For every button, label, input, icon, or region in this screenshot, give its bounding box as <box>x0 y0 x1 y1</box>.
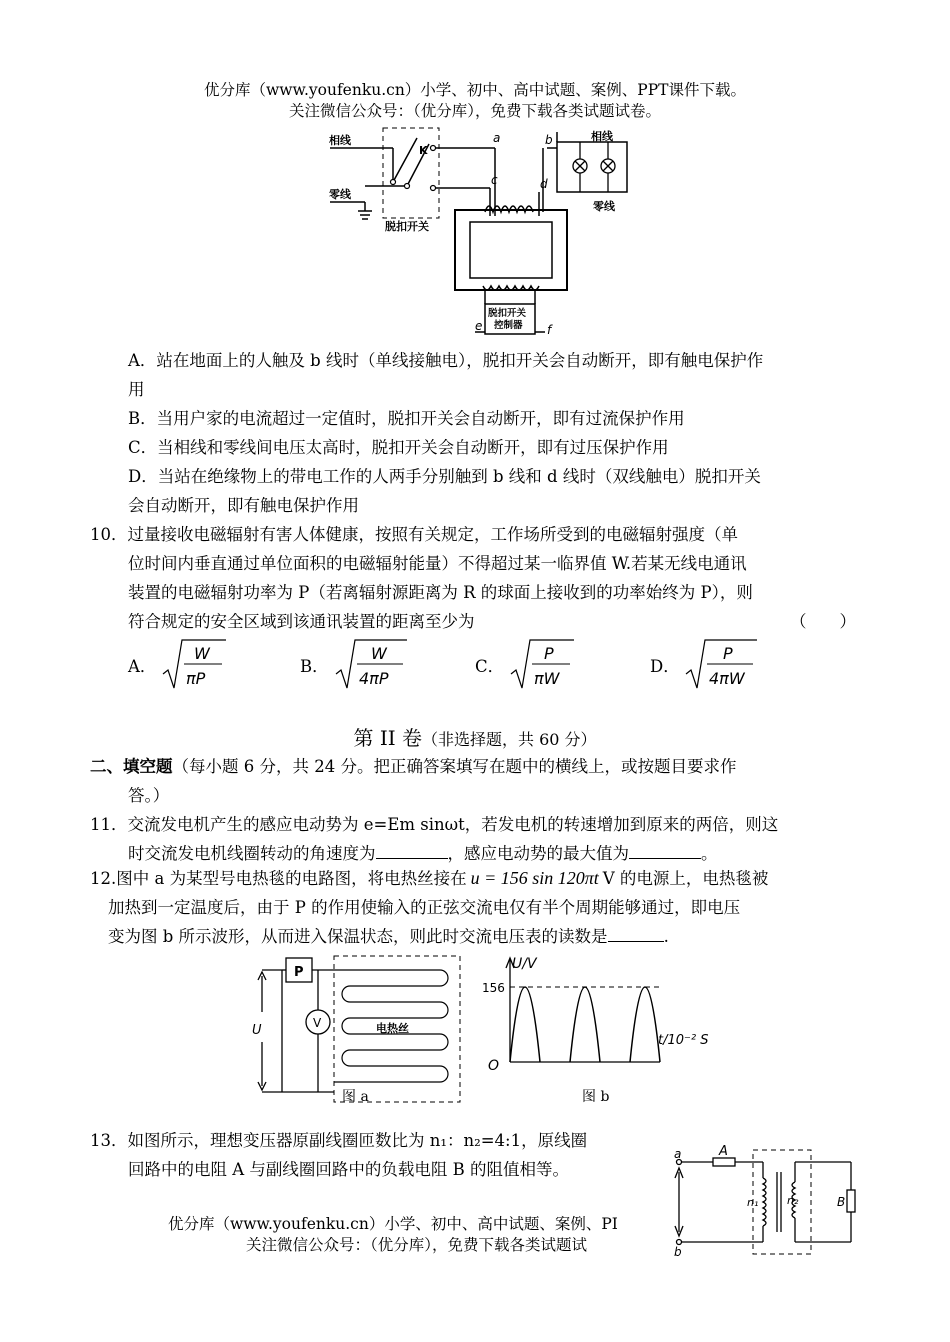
q12-line1-part1: 12.图中 a 为某型号电热毯的电路图，将电热丝接在 <box>90 869 467 888</box>
terminal-e: e <box>475 319 483 333</box>
x-axis-label: t/10⁻² S <box>658 1033 709 1048</box>
terminal-a-label: a <box>674 1147 682 1161</box>
q11-line2-part1: 时交流发电机线圈转动的角速度为 <box>128 844 376 863</box>
q12-formula: u = 156 sin 120πt <box>470 868 599 888</box>
header-line1: 优分库（www.youfenku.cn）小学、初中、高中试题、案例、PPT课件下载。 <box>203 81 747 99</box>
footer-line1: 优分库（www.youfenku.cn）小学、初中、高中试题、案例、PI <box>168 1215 618 1233</box>
header-line2: 关注微信公众号：（优分库），免费下载各类试题试卷。 <box>288 102 661 120</box>
p-component-label: P <box>294 965 304 980</box>
resistor-b-label: B <box>837 1195 846 1209</box>
y-axis-label: U/V <box>512 956 537 972</box>
q12-line3-end: . <box>663 927 669 946</box>
heating-wire-label: 电热丝 <box>376 1022 409 1035</box>
terminal-f: f <box>547 323 552 337</box>
neutral-line-right-label: 零线 <box>593 200 615 213</box>
q12-line2: 加热到一定温度后，由于 P 的作用使输入的正弦交流电仅有半个周期能够通过，即电压 <box>108 898 741 917</box>
section-head-label: 二、填空题 <box>90 757 173 776</box>
q10-c-den: πW <box>534 669 560 688</box>
q10-answer-paren: （ ） <box>790 612 856 631</box>
q10-a-den: πP <box>186 669 206 688</box>
terminal-b-label: b <box>674 1245 682 1259</box>
q9-option-c: C．当相线和零线间电压太高时，脱扣开关会自动断开，即有过压保护作用 <box>128 438 669 457</box>
q11-blank-max-emf[interactable] <box>629 840 701 859</box>
switch-label: 脱扣开关 <box>385 220 429 233</box>
q10-line1: 10．过量接收电磁辐射有害人体健康，按照有关规定，工作场所受到的电磁辐射强度（单 <box>90 525 738 544</box>
section-desc-cont: 答。） <box>128 786 170 805</box>
half-wave-figure <box>480 952 740 1112</box>
q12-line1-part2: V 的电源上，电热毯被 <box>602 869 769 888</box>
part2-title-sub: （非选择题，共 60 分） <box>421 730 597 749</box>
q9-option-b: B．当用户家的电流超过一定值时，脱扣开关会自动断开，即有过流保护作用 <box>128 409 685 428</box>
phase-line-right-label: 相线 <box>591 130 613 143</box>
q10-option-a-label: A． <box>128 657 157 676</box>
q10-option-a-formula <box>160 636 230 692</box>
q10-option-b-label: B． <box>300 657 329 676</box>
neutral-line-label: 零线 <box>329 188 351 201</box>
terminal-c: c <box>491 173 498 187</box>
q9-option-d-cont: 会自动断开，即有触电保护作用 <box>128 496 359 515</box>
q9-option-a-cont: 用 <box>128 380 145 399</box>
q10-d-den: 4πW <box>709 669 745 688</box>
q11-line1: 11．交流发电机产生的感应电动势为 e=Em sinωt，若发电机的转速增加到原来的两倍，则这 <box>90 815 779 834</box>
q12-line3 <box>108 922 669 951</box>
q10-c-num: P <box>544 644 554 663</box>
q12-line3-part1: 变为图 b 所示波形，从而进入保温状态，则此时交流电压表的读数是 <box>108 927 608 946</box>
q10-option-d-label: D． <box>650 657 680 676</box>
q10-option-c-formula <box>508 636 578 692</box>
controller-label-2: 控制器 <box>494 320 523 331</box>
figure-b-caption: 图 b <box>582 1089 610 1105</box>
voltmeter-label: V <box>313 1016 322 1030</box>
q10-line2: 位时间内垂直通过单位面积的电磁辐射能量）不得超过某一临界值 W.若某无线电通讯 <box>128 554 747 573</box>
q11-line2-part2: ，感应电动势的最大值为 <box>447 844 629 863</box>
q11-line2-end: 。 <box>701 844 718 863</box>
q10-line3: 装置的电磁辐射功率为 P（若离辐射源距离为 R 的球面上接收到的功率始终为 P），则 <box>128 583 753 602</box>
q10-option-c-label: C． <box>475 657 505 676</box>
controller-label-1: 脱扣开关 <box>488 308 527 319</box>
q10-line4: 符合规定的安全区域到该通讯装置的距离至少为 <box>128 612 475 631</box>
terminal-d: d <box>540 177 548 191</box>
phase-line-label: 相线 <box>329 134 351 147</box>
q9-option-a: A．站在地面上的人触及 b 线时（单线接触电），脱扣开关会自动断开，即有触电保护作 <box>128 351 764 370</box>
q11-blank-angular-velocity[interactable] <box>376 840 448 859</box>
q13-line1: 13．如图所示，理想变压器原副线圈匝数比为 n₁：n₂=4:1，原线圈 <box>90 1131 588 1150</box>
n1-label: n₁ <box>747 1196 759 1209</box>
footer-line2: 关注微信公众号：（优分库），免费下载各类试题试 <box>246 1236 588 1254</box>
terminal-a: a <box>493 131 501 145</box>
part2-title-main: 第 II 卷 <box>353 726 422 750</box>
origin-label: O <box>488 1058 500 1074</box>
switch-k-label: K <box>419 144 428 157</box>
q10-option-b-formula <box>333 636 413 692</box>
voltage-u-label: U <box>252 1023 262 1038</box>
q12-line1 <box>90 864 768 893</box>
q10-b-den: 4πP <box>359 669 389 688</box>
figure-a-caption-text: 图 a <box>342 1089 369 1105</box>
footer <box>0 1212 665 1258</box>
transformer-circuit-figure <box>665 1142 865 1260</box>
section-heading <box>90 752 736 781</box>
q10-option-d-formula <box>683 636 763 692</box>
q12-blank-voltmeter-reading[interactable] <box>608 923 664 942</box>
q10-a-num: W <box>194 644 210 663</box>
breaker-circuit-figure <box>325 126 635 338</box>
q13-line2: 回路中的电阻 A 与副线圈回路中的负载电阻 B 的阻值相等。 <box>128 1160 570 1179</box>
q9-option-d: D．当站在绝缘物上的带电工作的人两手分别触到 b 线和 d 线时（双线触电）脱扣开关 <box>128 467 761 486</box>
n2-label: n₂ <box>787 1194 799 1207</box>
q10-b-num: W <box>371 644 387 663</box>
section-desc: （每小题 6 分，共 24 分。把正确答案填写在题中的横线上，或按题目要求作 <box>172 757 737 776</box>
resistor-a-label: A <box>719 1144 728 1159</box>
part2-title <box>0 722 950 751</box>
terminal-b: b <box>545 133 553 147</box>
q10-d-num: P <box>723 644 733 663</box>
y-peak-value: 156 <box>482 981 505 995</box>
